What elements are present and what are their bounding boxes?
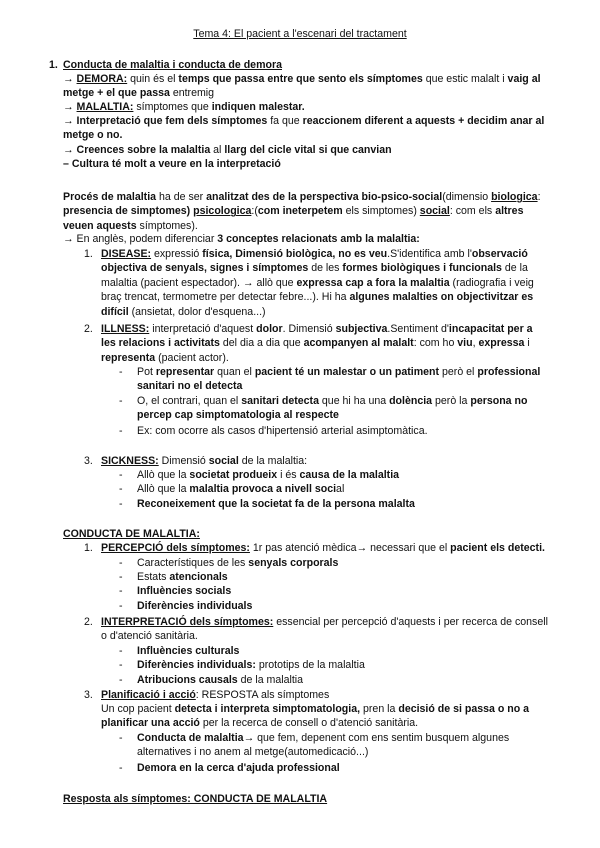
bullet-dash: - — [119, 483, 123, 495]
bullet-dash: - — [119, 469, 123, 481]
conducta-item1-bullet-4: Diferències individuals — [137, 600, 253, 612]
bullet-dash: - — [119, 585, 123, 597]
conducta-item3-paragraph: Un cop pacient detecta i interpreta simptomatologia, pren la decisió de si passa o no a planificar una acció per la recerca de consell o d'atenció sanitària. — [101, 703, 530, 730]
conducta-item2-bullet-3: Atribucions causals de la malaltia — [137, 674, 304, 686]
bullet-dash: - — [119, 498, 123, 510]
arrow-icon: → — [63, 73, 74, 85]
resposta-heading: Resposta als símptomes: CONDUCTA DE MALALTIA — [63, 793, 328, 805]
conducta-item3: Planificació i acció: RESPOSTA als símptomes — [101, 689, 330, 701]
conducta-item1-bullet-3: Influències socials — [137, 585, 232, 597]
demora-paragraph: → DEMORA: quin és el temps que passa entre que sento els símptomes que estic malalt i vaig al metge + el que passa entremig — [63, 73, 541, 100]
sickness-number: 3. — [84, 455, 93, 467]
angles-line: → En anglès, podem diferenciar 3 conceptes relacionats amb la malaltia: — [63, 233, 420, 245]
bullet-dash: - — [119, 732, 123, 744]
illness-bullet-2: O, el contrari, quan el sanitari detecta que hi ha una dolència però la persona no percep cap simptomatologia al respecte — [137, 395, 528, 422]
bullet-dash: - — [119, 674, 123, 686]
disease-number: 1. — [84, 248, 93, 260]
interpretacio-paragraph: → Interpretació que fem dels símptomes fa que reaccionem diferent a aquests + decidim anar al metge o no. — [63, 115, 545, 142]
bullet-dash: - — [119, 762, 123, 774]
bullet-dash: - — [119, 659, 123, 671]
cultura-line: – Cultura té molt a veure en la interpretació — [63, 158, 281, 170]
bullet-dash: - — [119, 645, 123, 657]
illness-number: 2. — [84, 323, 93, 335]
conducta-item2-bullet-2: Diferències individuals: prototips de la malaltia — [137, 659, 365, 671]
sickness-line: SICKNESS: Dimensió social de la malaltia: — [101, 455, 308, 467]
sickness-bullet-1: Allò que la societat produeix i és causa de la malaltia — [137, 469, 400, 481]
conducta-item2: INTERPRETACIÓ dels símptomes: essencial per percepció d'aquests i per recerca de consell o d'atenció sanitària. — [101, 616, 548, 643]
conducta-item2-bullet-1: Influències culturals — [137, 645, 240, 657]
bullet-dash: - — [119, 395, 123, 407]
illness-paragraph: ILLNESS: interpretació d'aquest dolor. Dimensió subjectiva.Sentiment d'incapacitat per a les relacions i activitats del dia a dia que acompanyen al malalt: com ho viu, expressa i representa (pacient actor). — [101, 323, 533, 364]
conducta-item3-number: 3. — [84, 689, 93, 701]
conducta-heading: CONDUCTA DE MALALTIA: — [63, 528, 200, 540]
conducta-item1-bullet-1: Característiques de les senyals corporals — [137, 557, 339, 569]
conducta-item3-bullet-2: Demora en la cerca d'ajuda professional — [137, 762, 340, 774]
bullet-dash: - — [119, 366, 123, 378]
malaltia-line: → MALALTIA: símptomes que indiquen malestar. — [63, 101, 305, 113]
sickness-bullet-2: Allò que la malaltia provoca a nivell social — [137, 483, 345, 495]
conducta-item1: PERCEPCIÓ dels símptomes: 1r pas atenció mèdica→ necessari que el pacient els detecti. — [101, 542, 545, 554]
conducta-item3-bullet-1: Conducta de malaltia→ que fem, depenent com ens sentim busquem algunes alternatives i no anem al metge(automedicació...) — [137, 732, 510, 759]
conducta-item2-number: 2. — [84, 616, 93, 628]
sickness-bullet-3: Reconeixement que la societat fa de la persona malalta — [137, 498, 415, 510]
proces-paragraph: Procés de malaltia ha de ser analitzat des de la perspectiva bio-psico-social(dimensio biologica: presencia de simptomes) psicologica:(com ineterpetem els simptomes) social: com els altres veuen aquests símptomes). — [63, 191, 541, 232]
illness-bullet-1: Pot representar quan el pacient té un malestar o un patiment però el professional sanitari no el detecta — [137, 366, 541, 393]
section-number: 1. — [49, 59, 58, 71]
section-heading: Conducta de malaltia i conducta de demora — [63, 59, 282, 71]
illness-bullet-3: Ex: com ocorre als casos d'hipertensió arterial asimptomàtica. — [137, 425, 428, 437]
bullet-dash: - — [119, 571, 123, 583]
bullet-dash: - — [119, 600, 123, 612]
creences-line: → Creences sobre la malaltia al llarg del cicle vital si que canvian — [63, 144, 392, 156]
conducta-item1-bullet-2: Estats atencionals — [137, 571, 228, 583]
bullet-dash: - — [119, 557, 123, 569]
bullet-dash: - — [119, 425, 123, 437]
document-title: Tema 4: El pacient a l'escenari del tractament — [193, 28, 407, 40]
conducta-item1-number: 1. — [84, 542, 93, 554]
disease-paragraph: DISEASE: expressió física, Dimensió biològica, no es veu.S'identifica amb l'observació objectiva de senyals, signes i símptomes de les formes biològiques i funcionals de la malaltia (pacient espectador). → allò que expressa cap a fora la malaltia (radiografia i veig braç trencat, termometre per detectar febre...). Hi ha algunes malalties on objectivitzar es difícil (ansietat, dolor d'esquena...) — [101, 248, 534, 318]
